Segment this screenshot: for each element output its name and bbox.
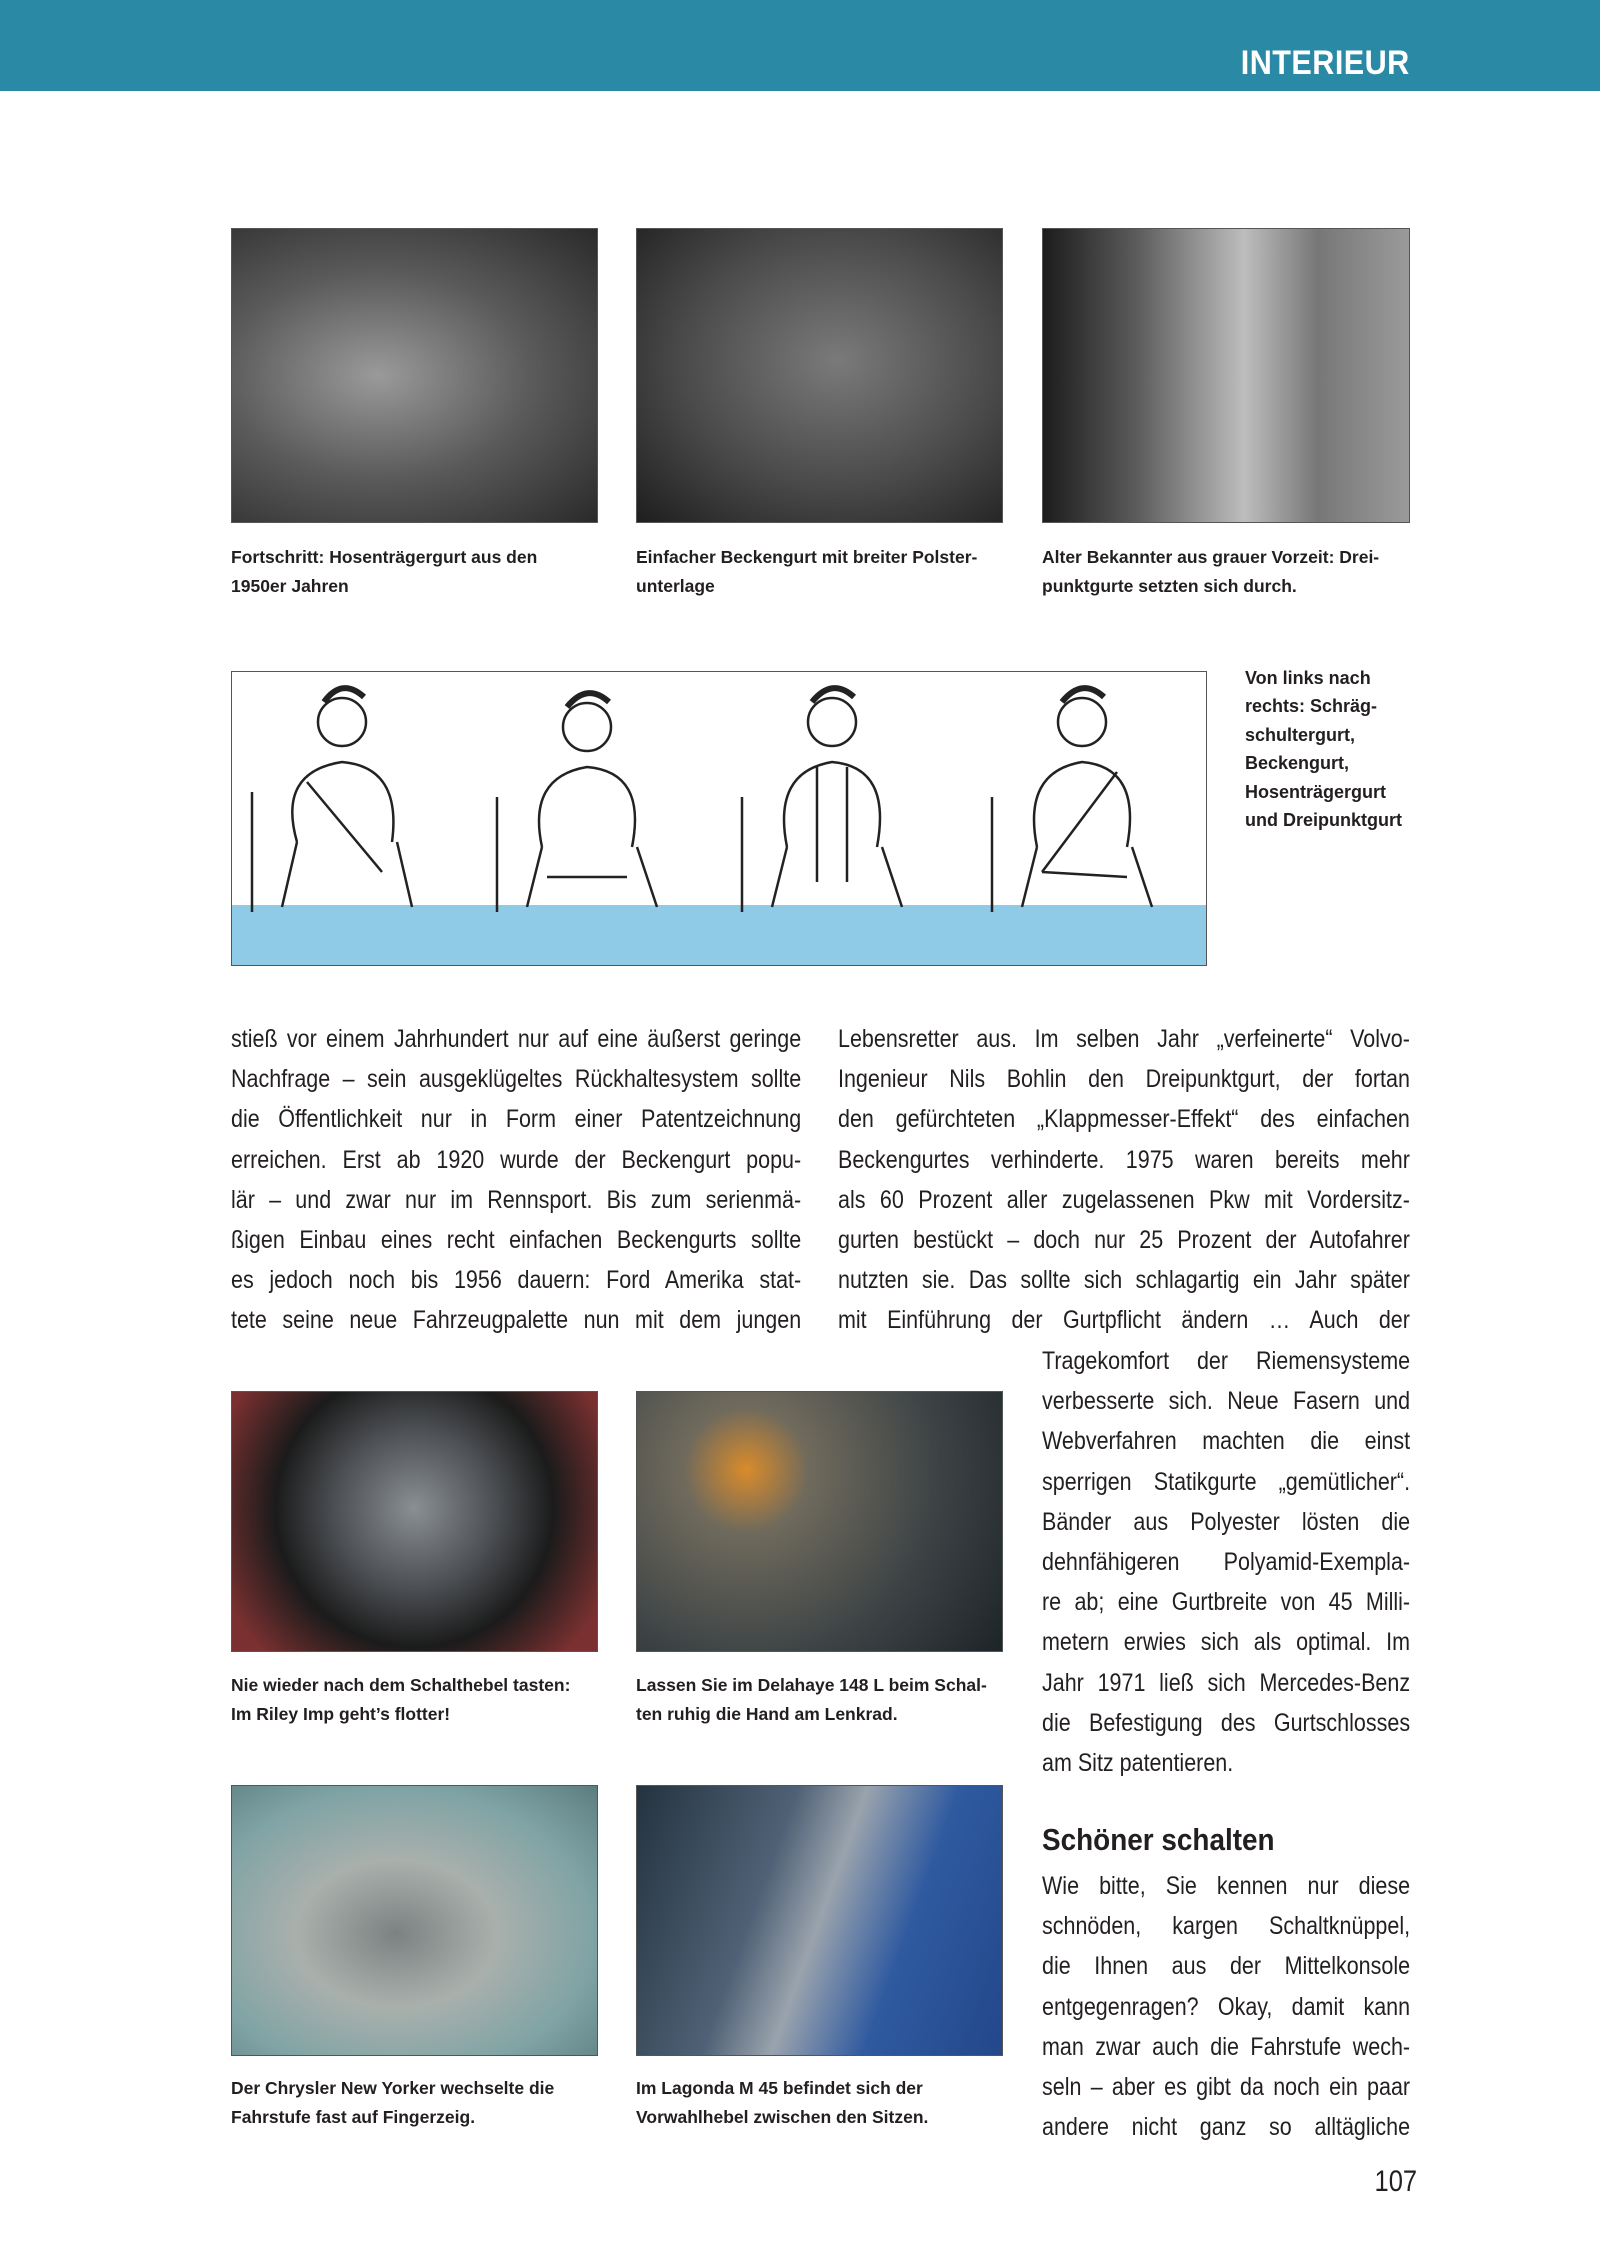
photo-caption: Im Lagonda M 45 befindet sich der Vorwahlhebel zwischen den Sitzen. — [636, 2078, 929, 2127]
illustration-caption: Von links nach rechts: Schräg- schultergurt, Beckengurt, Hosenträgergurt und Dreipunktgurt — [1245, 668, 1402, 831]
section-heading: Schöner schalten — [1042, 1822, 1275, 1857]
body-narrow-column: Tragekomfort der Riemensysteme verbesserte sich. Neue Fasern und Webverfahren machten die einst sperrigen Statikgurte „gemütlicher“. Bänder aus Polyester lösten die dehnfähigeren Polyamid-Exempla- re ab; eine Gurtbreite von 45 Milli- metern erwies sich als optimal. Im Jahr 1971 ließ sich Mercedes-Benz die Befestigung des Gurtschlosses am Sitz patentieren. — [1042, 1347, 1411, 1778]
seated-women-drawings — [232, 672, 1207, 966]
section-header-bar — [0, 0, 1600, 91]
seatbelt-illustration — [231, 671, 1207, 966]
photo-three-point-belt — [1042, 228, 1410, 523]
photo-caption: Nie wieder nach dem Schalthebel tasten: Im Riley Imp geht’s flotter! — [231, 1675, 571, 1724]
photo-lap-belt — [636, 228, 1003, 523]
page-number: 107 — [1374, 2165, 1417, 2198]
photo-caption: Einfacher Beckengurt mit breiter Polster- unterlage — [636, 547, 978, 596]
section-body: Wie bitte, Sie kennen nur diese schnöden, kargen Schaltknüppel, die Ihnen aus der Mittelkonsole entgegenragen? Okay, damit kann man zwar auch die Fahrstufe wech- seln – aber es gibt da noch ein paar andere nicht ganz so alltägliche — [1042, 1872, 1411, 2142]
photo-caption: Der Chrysler New Yorker wechselte die Fahrstufe fast auf Fingerzeig. — [231, 2078, 555, 2127]
body-left-column: stieß vor einem Jahrhundert nur auf eine äußerst geringe Nachfrage – sein ausgeklügeltes Rückhaltesystem sollte die Öffentlichkeit nur in Form einer Patentzeichnung erreichen. Erst ab 1920 wurde der Beckengurt popu- lär – und zwar nur im Rennsport. Bis zum serienmä- ßigen Einbau eines recht einfachen Beckengurts sollte es jedoch noch bis 1956 dauern: Ford Amerika stat- tete seine neue Fahrzeugpalette nun mit dem jungen — [231, 1025, 802, 1335]
photo-riley-imp — [231, 1391, 598, 1652]
photo-chrysler — [231, 1785, 598, 2056]
photo-lagonda — [636, 1785, 1003, 2056]
photo-suspender-belt — [231, 228, 598, 523]
photo-caption: Fortschritt: Hosenträgergurt aus den 1950er Jahren — [231, 547, 538, 596]
body-right-column: Lebensretter aus. Im selben Jahr „verfeinerte“ Volvo- Ingenieur Nils Bohlin den Dreipunktgurt, der fortan den gefürchteten „Klappmesser-Effekt“ des einfachen Beckengurtes verhinderte. 1975 waren bereits mehr als 60 Prozent aller zugelassenen Pkw mit Vordersitz- gurten bestückt – doch nur 25 Prozent der Autofahrer nutzten sie. Das sollte sich schlagartig ein Jahr später mit Einführung der Gurtpflicht ändern … Auch der — [838, 1025, 1410, 1335]
photo-caption: Lassen Sie im Delahaye 148 L beim Schal- ten ruhig die Hand am Lenkrad. — [636, 1675, 987, 1724]
photo-caption: Alter Bekannter aus grauer Vorzeit: Drei- punktgurte setzten sich durch. — [1042, 547, 1380, 596]
section-title: INTERIEUR — [1241, 44, 1410, 82]
photo-delahaye — [636, 1391, 1003, 1652]
